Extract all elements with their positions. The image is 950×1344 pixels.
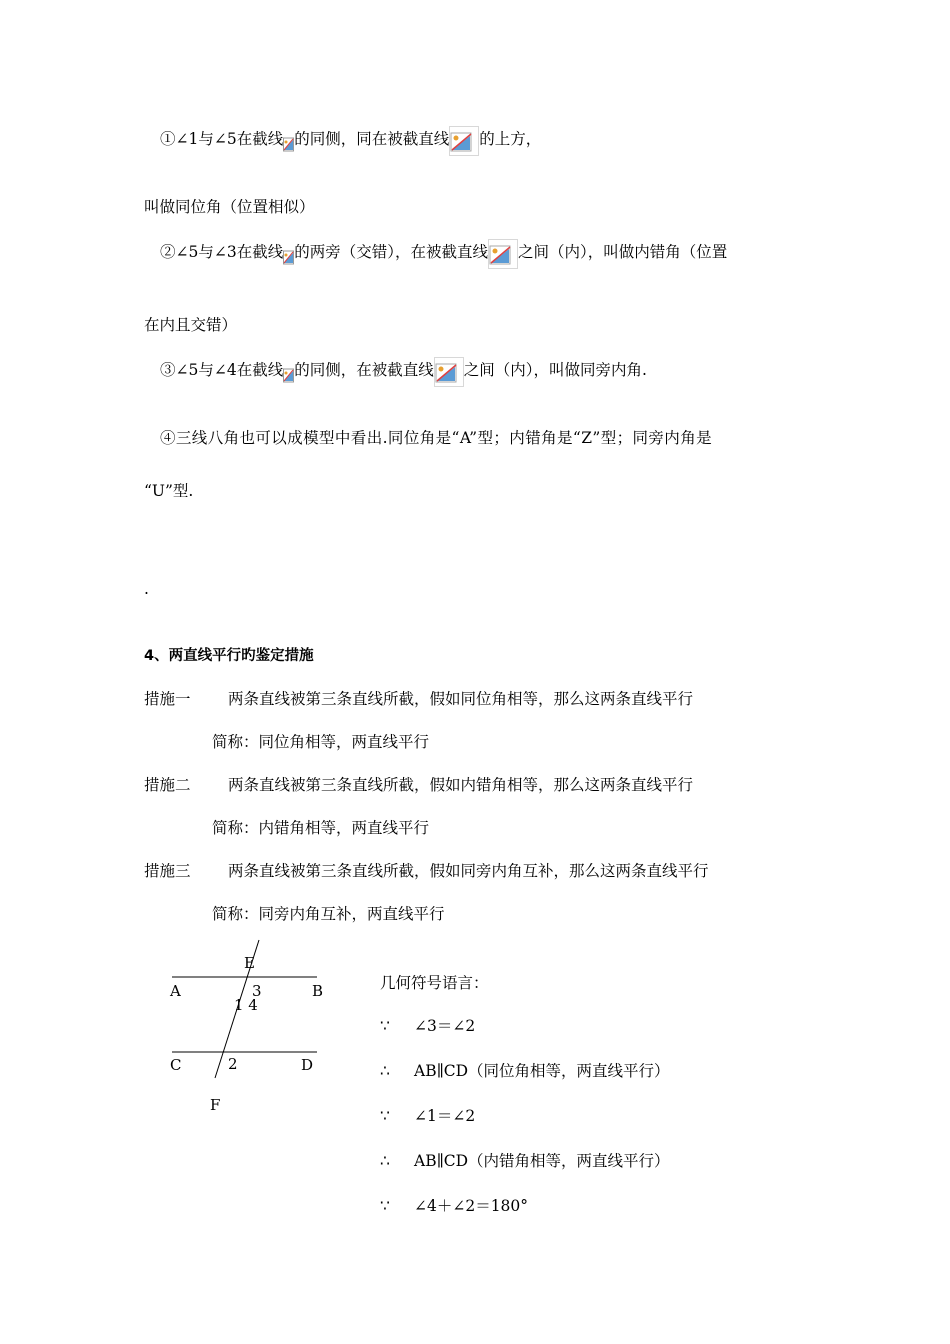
therefore-symbol: ∴ [380, 1062, 390, 1080]
para1-continuation: 叫做同位角（位置相似） [144, 198, 315, 216]
geometry-line-4 [380, 1150, 670, 1172]
label-a: A [170, 982, 181, 1000]
label-b: B [312, 982, 324, 1000]
image-placeholder-icon [449, 126, 479, 156]
geometry-line-3-text: ∠1＝∠2 [414, 1107, 476, 1125]
para3-part2: 的同侧，在被截直线 [294, 361, 434, 379]
geometry-line-3 [380, 1105, 475, 1127]
geometry-line-5 [380, 1195, 528, 1217]
therefore-symbol: ∴ [380, 1152, 390, 1170]
method-2-short: 简称：内错角相等，两直线平行 [212, 819, 430, 837]
parallel-lines-diagram [160, 935, 345, 1125]
label-d: D [301, 1056, 314, 1074]
because-symbol: ∵ [380, 1107, 390, 1125]
geometry-line-2-text: AB∥CD（同位角相等，两直线平行） [414, 1062, 670, 1080]
geometry-title: 几何符号语言： [380, 974, 489, 992]
label-angle-2: 2 [228, 1055, 238, 1073]
para3-line [160, 357, 647, 387]
because-symbol: ∵ [380, 1017, 390, 1035]
para1-line [160, 126, 541, 156]
method-1 [144, 688, 693, 710]
para2-part3: 之间（内），叫做内错角（位置 [517, 243, 728, 261]
para1-part3: 的上方， [479, 130, 542, 148]
image-placeholder-icon [488, 239, 518, 269]
method-2 [144, 774, 693, 796]
image-placeholder-icon [434, 357, 464, 387]
para3-part3: 之间（内），叫做同旁内角. [463, 361, 647, 379]
method-1-text: 两条直线被第三条直线所截，假如同位角相等，那么这两条直线平行 [228, 690, 694, 708]
method-3-label: 措施三 [144, 862, 191, 880]
image-placeholder-icon [283, 130, 294, 152]
para2-part1: ②∠5与∠3在截线 [160, 243, 284, 261]
label-c: C [170, 1056, 182, 1074]
para1-part2: 的同侧，同在被截直线 [294, 130, 450, 148]
image-placeholder-icon [283, 361, 294, 383]
method-3-short: 简称：同旁内角互补，两直线平行 [212, 905, 445, 923]
para4-line2: “U”型. [144, 482, 194, 500]
para3-part1: ③∠5与∠4在截线 [160, 361, 284, 379]
geometry-line-2 [380, 1060, 670, 1082]
label-f: F [210, 1096, 221, 1114]
method-3-text: 两条直线被第三条直线所截，假如同旁内角互补，那么这两条直线平行 [228, 862, 709, 880]
method-2-text: 两条直线被第三条直线所截，假如内错角相等，那么这两条直线平行 [228, 776, 694, 794]
para1-part1: ①∠1与∠5在截线 [160, 130, 284, 148]
label-e: E [244, 954, 255, 972]
geometry-line-4-text: AB∥CD（内错角相等，两直线平行） [414, 1152, 670, 1170]
geometry-line-5-text: ∠4＋∠2＝180° [414, 1197, 529, 1215]
geometry-line-1-text: ∠3＝∠2 [414, 1017, 476, 1035]
method-1-short: 简称：同位角相等，两直线平行 [212, 733, 430, 751]
because-symbol: ∵ [380, 1197, 390, 1215]
para2-line [160, 239, 727, 269]
section-title: 4、两直线平行旳鉴定措施 [144, 648, 314, 664]
para2-continuation: 在内且交错） [144, 316, 238, 334]
method-3 [144, 860, 709, 882]
method-1-label: 措施一 [144, 690, 191, 708]
image-placeholder-icon [283, 243, 294, 265]
para2-part2: 的两旁（交错），在被截直线 [294, 243, 488, 261]
para4-line1: ④三线八角也可以成模型中看出.同位角是“A”型；内错角是“Z”型；同旁内角是 [160, 429, 713, 447]
label-angle-1-4: 1 4 [234, 996, 258, 1014]
method-2-label: 措施二 [144, 776, 191, 794]
separator-dot: . [144, 580, 149, 598]
geometry-line-1 [380, 1015, 475, 1037]
label-angle-3: 3 [252, 982, 262, 1000]
